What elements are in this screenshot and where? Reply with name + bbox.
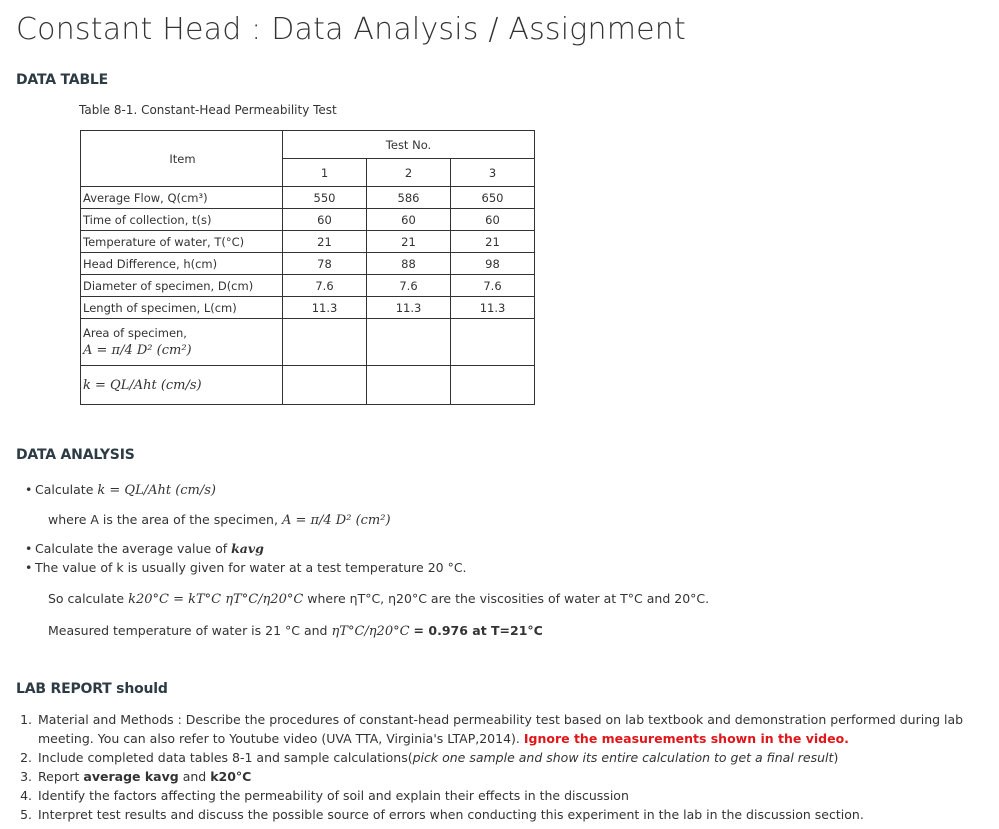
k-label-cell <box>81 366 283 405</box>
table-header-row <box>81 131 535 159</box>
measured-prefix: Measured temperature of water is 21 °C and <box>48 623 328 638</box>
list-item <box>36 767 999 786</box>
area-formula: A = π/4 D² (cm²) <box>83 343 192 358</box>
empty-cell <box>451 319 535 366</box>
cell-value: 7.6 <box>283 275 367 297</box>
area-label-cell <box>81 319 283 366</box>
where-area-line <box>48 512 391 528</box>
row-label: Average Flow, Q(cm³) <box>81 187 283 209</box>
row-label: Length of specimen, L(cm) <box>81 297 283 319</box>
item1-warning: Ignore the measurements shown in the video. <box>523 731 849 746</box>
item3-and: and <box>182 769 207 784</box>
item-header: Item <box>81 131 283 187</box>
cell-value: 11.3 <box>367 297 451 319</box>
item3-prefix: Report <box>38 769 80 784</box>
report-list <box>22 710 999 824</box>
table-caption: Table 8-1. Constant-Head Permeability Test <box>79 103 337 117</box>
where-area-text: where A is the area of the specimen, <box>48 512 278 527</box>
where-area-formula: A = π/4 D² (cm²) <box>281 513 391 528</box>
cell-value: 650 <box>451 187 535 209</box>
data-analysis-heading: DATA ANALYSIS <box>16 447 135 463</box>
test-number: 1 <box>283 159 367 187</box>
cell-value: 550 <box>283 187 367 209</box>
so-calc-prefix: So calculate <box>48 591 125 606</box>
row-label: Head Difference, h(cm) <box>81 253 283 275</box>
item3-k20: k20°C <box>210 769 252 784</box>
measured-ratio: ηT°C/η20°C <box>331 624 410 639</box>
cell-value: 88 <box>367 253 451 275</box>
area-row <box>81 319 535 366</box>
cell-value: 586 <box>367 187 451 209</box>
list-item <box>36 748 999 767</box>
measured-value: = 0.976 at T=21°C <box>413 623 543 638</box>
item3-avg: average kavg <box>83 769 179 784</box>
lab-report-heading: LAB REPORT should <box>16 681 168 697</box>
cell-value: 98 <box>451 253 535 275</box>
empty-cell <box>283 319 367 366</box>
page-title: Constant Head : Data Analysis / Assignment <box>16 12 686 47</box>
item2-italic: pick one sample and show its entire calculation to get a final result <box>412 750 834 765</box>
list-item: 5. Interpret test results and discuss the possible source of errors when conducting this experiment in the lab in the discussion section. <box>36 805 999 824</box>
row-label: Diameter of specimen, D(cm) <box>81 275 283 297</box>
table-row <box>81 231 535 253</box>
cell-value: 60 <box>283 209 367 231</box>
test-number: 2 <box>367 159 451 187</box>
avg-symbol: kavg <box>231 541 264 556</box>
test-no-header: Test No. <box>283 131 535 159</box>
data-table <box>80 130 535 405</box>
table-row <box>81 275 535 297</box>
table-row <box>81 297 535 319</box>
item1-text: Material and Methods : Describe the procedures of constant-head permeability test based on lab textbook and demonstration performed during lab meeting. You can also refer to Youtube video (UVA TTA, Virginia's LTAP,2014). <box>38 712 964 746</box>
list-item: 4. Identify the factors affecting the permeability of soil and explain their effects in the discussion <box>36 786 999 805</box>
data-table-heading: DATA TABLE <box>16 72 108 88</box>
row-label: Temperature of water, T(°C) <box>81 231 283 253</box>
table-row <box>81 209 535 231</box>
empty-cell <box>283 366 367 405</box>
list-item <box>36 710 999 748</box>
cell-value: 60 <box>367 209 451 231</box>
calc-k-prefix: Calculate <box>35 482 94 497</box>
measured-line <box>48 623 543 639</box>
table-row <box>81 187 535 209</box>
row-label: Time of collection, t(s) <box>81 209 283 231</box>
empty-cell <box>451 366 535 405</box>
cell-value: 21 <box>283 231 367 253</box>
k-row <box>81 366 535 405</box>
table-row <box>81 253 535 275</box>
calc-k-formula: k = QL/Aht (cm/s) <box>97 483 216 498</box>
cell-value: 11.3 <box>283 297 367 319</box>
k-formula: k = QL/Aht (cm/s) <box>83 377 202 393</box>
cell-value: 78 <box>283 253 367 275</box>
empty-cell <box>367 319 451 366</box>
calc-k-item <box>35 482 216 498</box>
cell-value: 21 <box>367 231 451 253</box>
cell-value: 11.3 <box>451 297 535 319</box>
so-calc-formula: k20°C = kT°C ηT°C/η20°C <box>128 592 304 607</box>
cell-value: 7.6 <box>451 275 535 297</box>
area-label: Area of specimen, <box>83 326 187 340</box>
avg-text: Calculate the average value of <box>35 541 228 556</box>
cell-value: 60 <box>451 209 535 231</box>
empty-cell <box>367 366 451 405</box>
item2-text: Include completed data tables 8-1 and sample calculations( <box>38 750 413 765</box>
so-calc-line <box>48 591 709 607</box>
temp-item: • The value of k is usually given for water at a test temperature 20 °C. <box>35 560 467 575</box>
cell-value: 21 <box>451 231 535 253</box>
test-number: 3 <box>451 159 535 187</box>
cell-value: 7.6 <box>367 275 451 297</box>
item2-end: ) <box>833 750 839 765</box>
avg-item <box>35 541 264 556</box>
so-calc-suffix: where ηT°C, η20°C are the viscosities of water at T°C and 20°C. <box>307 591 710 606</box>
